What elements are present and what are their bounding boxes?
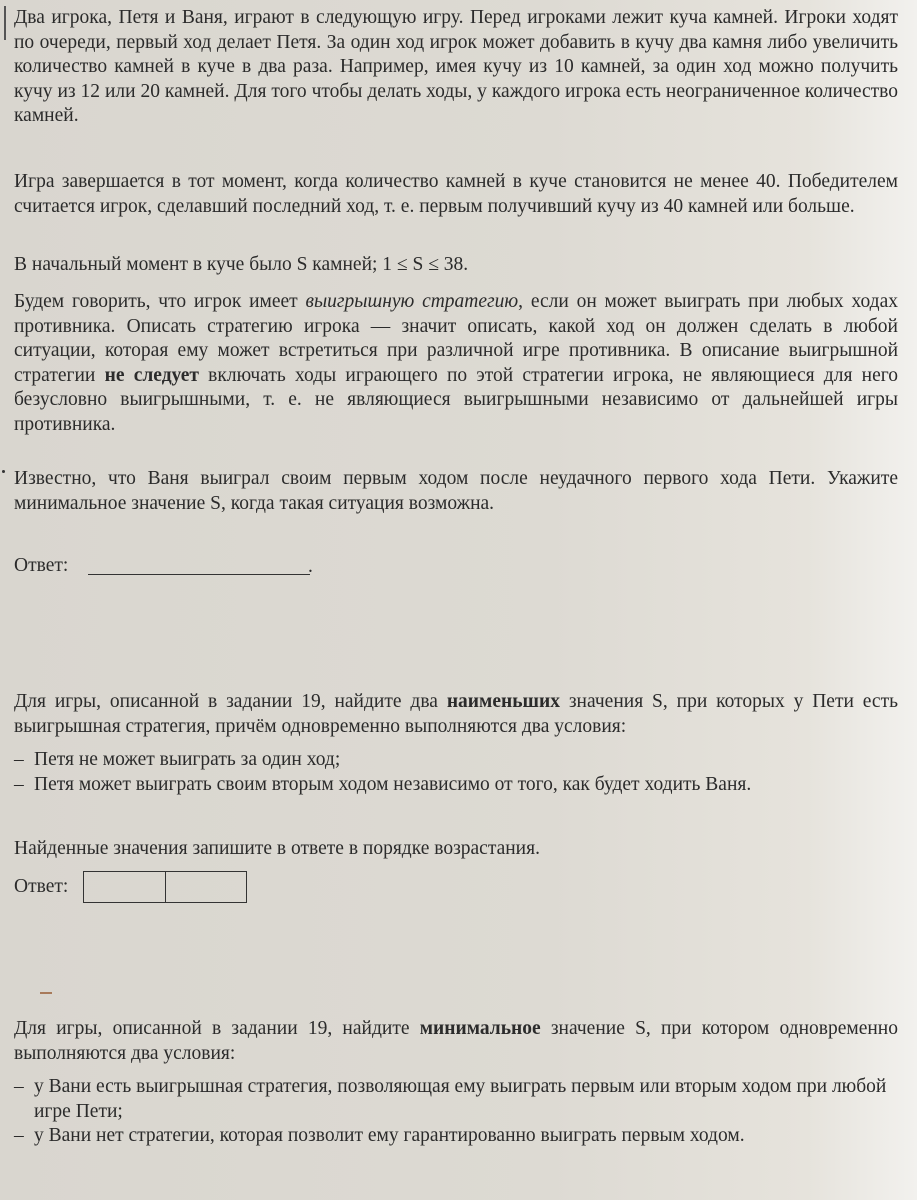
- task19-question: Известно, что Ваня выиграл своим первым ходом после неудачного первого хода Пети. Укажите минимальное значение S, когда такая ситуация возможна.: [14, 468, 898, 514]
- task19-answer-line[interactable]: [88, 574, 310, 575]
- task19-p4-text-b: , если он может выиграть при любых ходах противника. Описать стратегию игрока — значит описать, какой ход он должен сделать в любой ситуации, которая ему может встретиться при различной игре противника. В описание выигрышной стратегии: [14, 291, 898, 386]
- should-not-emphasis: не следует: [104, 364, 199, 386]
- winning-strategy-term: выигрышную стратегию: [305, 291, 519, 312]
- task21-condition-1: [14, 1075, 898, 1124]
- smallest-emphasis: наименьших: [446, 691, 560, 712]
- task20-condition-1: [14, 748, 898, 773]
- dash-bullet: –: [14, 749, 24, 770]
- task19-paragraph-4: [14, 290, 898, 438]
- task19-answer-label: Ответ:: [14, 555, 69, 576]
- task21-p1-text-b: значение S, при котором одновременно выполняются два условия:: [14, 1018, 898, 1064]
- task19-paragraph-2: Игра завершается в тот момент, когда количество камней в куче становится не менее 40. Победителем считается игрок, сделавший последний ход, т. е. первым получивший кучу из 40 камней или больше.: [14, 171, 898, 217]
- margin-dot: [2, 470, 5, 473]
- condition-text: у Вани нет стратегии, которая позволит ему гарантированно выиграть первым ходом.: [34, 1125, 745, 1146]
- task20-condition-2: [14, 773, 898, 798]
- condition-text: Петя может выиграть своим вторым ходом независимо от того, как будет ходить Ваня.: [34, 774, 752, 795]
- task20-instruction: Найденные значения запишите в ответе в порядке возрастания.: [14, 838, 540, 859]
- condition-text: у Вани есть выигрышная стратегия, позволяющая ему выиграть первым или вторым ходом при любой игре Пети;: [34, 1076, 887, 1122]
- dash-bullet: –: [14, 1076, 24, 1097]
- answer-cell-1[interactable]: [84, 872, 166, 902]
- task20-p1-text-a: Для игры, описанной в задании 19, найдите два: [14, 691, 447, 712]
- task19-p4-text-a: Будем говорить, что игрок имеет: [14, 291, 306, 312]
- task20-answer-label: Ответ:: [14, 876, 69, 897]
- dash-bullet: –: [14, 1125, 24, 1146]
- task20-p1-text-b: значения S, при которых у Пети есть выигрышная стратегия, причём одновременно выполняются два условия:: [14, 691, 898, 737]
- pencil-mark: [40, 992, 52, 994]
- task19-paragraph-3: В начальный момент в куче было S камней; 1 ≤ S ≤ 38.: [14, 254, 469, 275]
- task20-answer-box: [83, 871, 247, 903]
- task19-paragraph-1: Два игрока, Петя и Ваня, играют в следующую игру. Перед игроками лежит куча камней. Игроки ходят по очереди, первый ход делает Петя. За один ход игрок может добавить в кучу два камня либо увеличить количество камней в куче в два раза. Например, имея кучу из 10 камней, за один ход можно получить кучу из 12 или 20 камней. Для того чтобы делать ходы, у каждого игрока есть неограниченное количество камней.: [14, 7, 898, 127]
- margin-bar: [4, 6, 6, 40]
- task20-paragraph-1: [14, 690, 898, 739]
- condition-text: Петя не может выиграть за один ход;: [34, 749, 341, 770]
- answer-cell-2[interactable]: [166, 872, 247, 902]
- dash-bullet: –: [14, 774, 24, 795]
- task21-condition-2: [14, 1124, 898, 1149]
- minimal-emphasis: минимальное: [419, 1018, 541, 1039]
- task21-p1-text-a: Для игры, описанной в задании 19, найдите: [14, 1018, 420, 1039]
- task19-p4-text-c: включать ходы играющего по этой стратегии игрока, не являющиеся для него безусловно выигрышными, т. е. не являющиеся выигрышными независимо от дальнейшей игры противника.: [14, 364, 898, 435]
- task21-paragraph-1: [14, 1017, 898, 1066]
- task19-answer-period: .: [308, 556, 313, 577]
